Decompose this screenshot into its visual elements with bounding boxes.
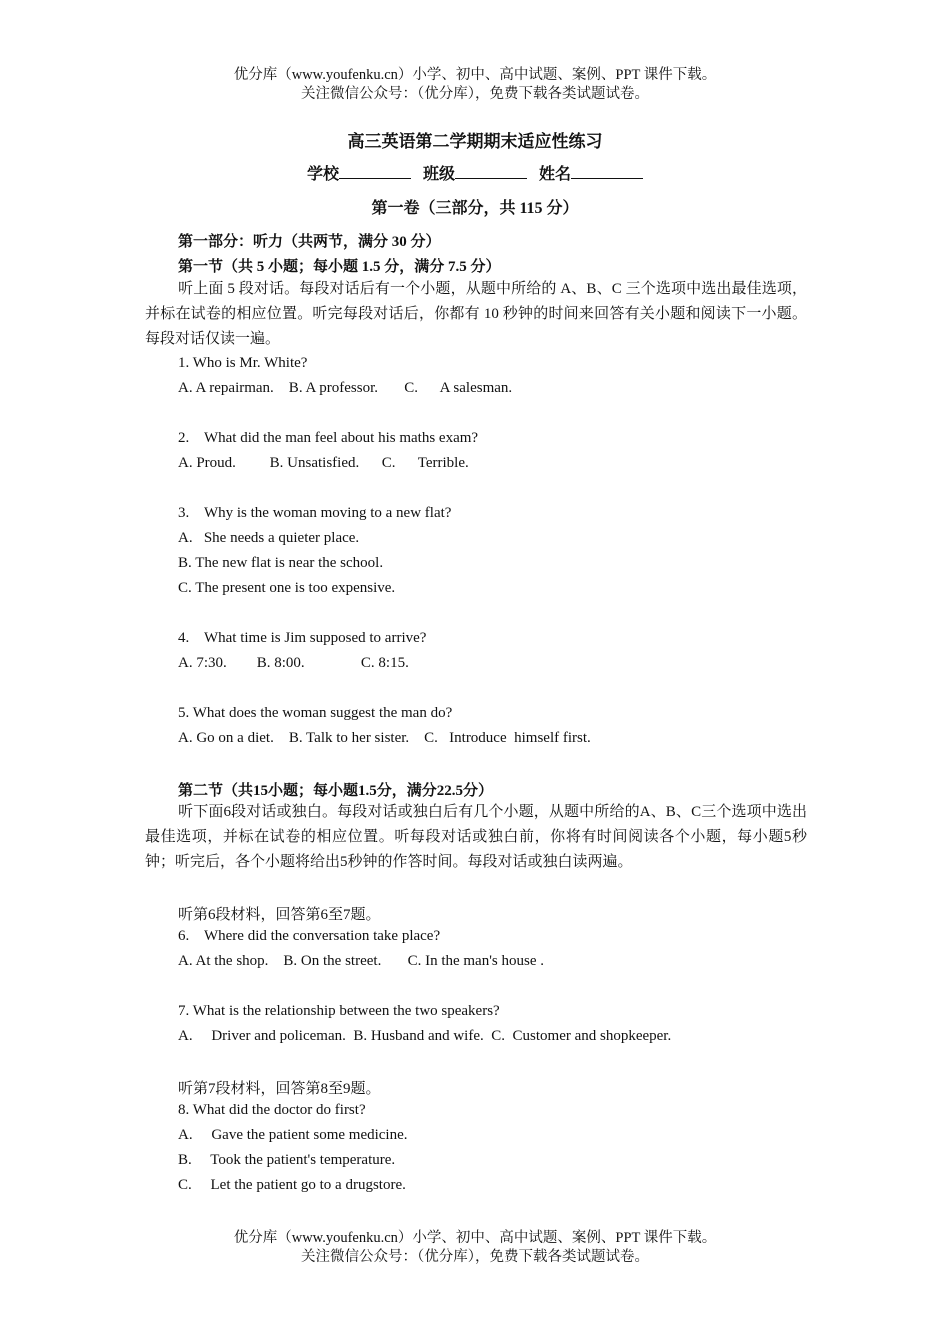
name-blank[interactable] — [571, 163, 643, 179]
class-label: 班级 — [422, 166, 455, 183]
q6-stem: 6. Where did the conversation take place? — [178, 928, 441, 944]
q1-options: A. A repairman. B. A professor. C. A salesman. — [178, 380, 513, 396]
section1-heading: 第一节（共 5 小题；每小题 1.5 分，满分 7.5 分） — [178, 259, 501, 275]
page-title: 高三英语第二学期期末适应性练习 — [347, 132, 603, 151]
q8-option-a: A. Gave the patient some medicine. — [178, 1127, 408, 1143]
student-info-line — [0, 161, 950, 184]
q4-options: A. 7:30. B. 8:00. C. 8:15. — [178, 655, 409, 671]
q2-options: A. Proud. B. Unsatisfied. C. Terrible. — [178, 455, 469, 471]
header-line-1: 优分库（www.youfenku.cn）小学、初中、高中试题、案例、PPT 课件下载。 — [233, 67, 717, 83]
q7-stem: 7. What is the relationship between the two speakers? — [178, 1003, 500, 1019]
section2-instructions: 听下面6段对话或独白。每段对话或独白后有几个小题，从题中所给的A、B、C三个选项中选出最佳选项，并标在试卷的相应位置。听每段对话或独白前，你将有时间阅读各个小题，每小题5秒钟；听完后，各个小题将给出5秒钟的作答时间。每段对话或独白读两遍。 — [145, 804, 807, 870]
q8-option-c: C. Let the patient go to a drugstore. — [178, 1177, 406, 1193]
section2-heading: 第二节（共15小题；每小题1.5分，满分22.5分） — [178, 783, 494, 799]
q5-options: A. Go on a diet. B. Talk to her sister. C. Introduce himself first. — [178, 730, 591, 746]
q4-stem: 4. What time is Jim supposed to arrive? — [178, 630, 427, 646]
header-line-2: 关注微信公众号：（优分库），免费下载各类试题试卷。 — [301, 86, 649, 102]
school-label: 学校 — [306, 166, 339, 183]
section1-instructions: 听上面 5 段对话。每段对话后有一个小题，从题中所给的 A、B、C 三个选项中选出最佳选项，并标在试卷的相应位置。听完每段对话后，你都有 10 秒钟的时间来回答有关小题和阅读下一小题。每段对话仅读一遍。 — [145, 281, 807, 347]
q3-stem: 3. Why is the woman moving to a new flat? — [178, 505, 452, 521]
part1-heading: 第一部分：听力（共两节，满分 30 分） — [178, 234, 441, 250]
footer-line-2: 关注微信公众号：（优分库），免费下载各类试题试卷。 — [301, 1249, 649, 1265]
q1-stem: 1. Who is Mr. White? — [178, 355, 308, 371]
q7-options: A. Driver and policeman. B. Husband and wife. C. Customer and shopkeeper. — [178, 1028, 672, 1044]
q3-option-a: A. She needs a quieter place. — [178, 530, 360, 546]
q3-option-b: B. The new flat is near the school. — [178, 555, 384, 571]
q8-option-b: B. Took the patient's temperature. — [178, 1152, 396, 1168]
name-label: 姓名 — [539, 166, 572, 183]
q2-stem: 2. What did the man feel about his maths exam? — [178, 430, 479, 446]
q8-stem: 8. What did the doctor do first? — [178, 1102, 366, 1118]
q5-stem: 5. What does the woman suggest the man do? — [178, 705, 453, 721]
footer-line-1: 优分库（www.youfenku.cn）小学、初中、高中试题、案例、PPT 课件下载。 — [233, 1230, 717, 1246]
volume-heading: 第一卷（三部分，共 115 分） — [371, 200, 579, 217]
material-6-note: 听第6段材料，回答第6至7题。 — [178, 907, 381, 923]
q3-option-c: C. The present one is too expensive. — [178, 580, 396, 596]
q6-options: A. At the shop. B. On the street. C. In the man's house . — [178, 953, 544, 969]
class-blank[interactable] — [455, 163, 527, 179]
material-7-note: 听第7段材料，回答第8至9题。 — [178, 1081, 381, 1097]
school-blank[interactable] — [339, 163, 411, 179]
